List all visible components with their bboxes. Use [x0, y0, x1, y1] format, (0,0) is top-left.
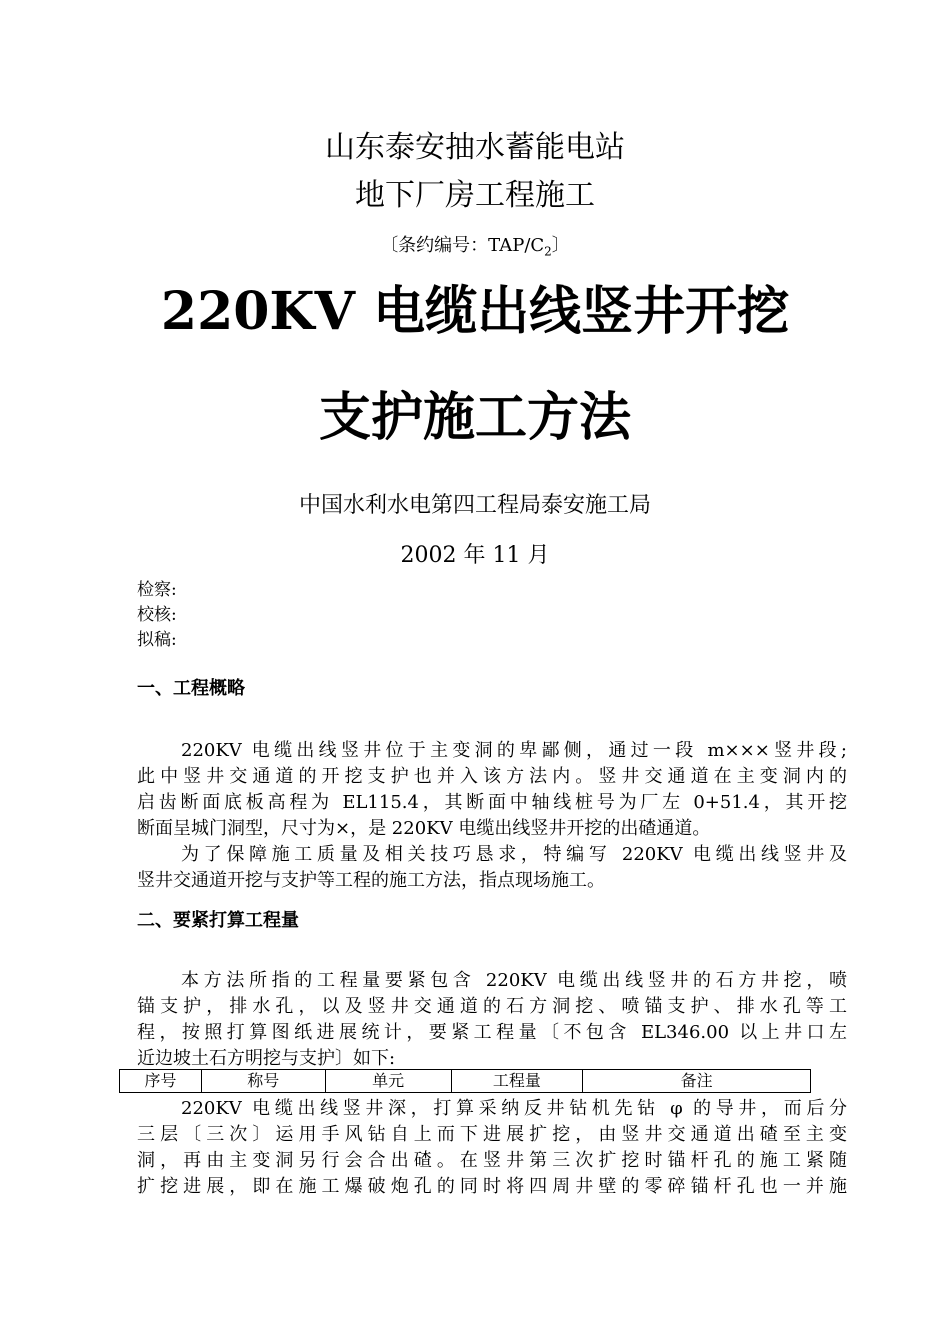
section1-body [137, 738, 847, 894]
paragraph-line: 程，按照打算图纸进展统计，要紧工程量〔不包含 EL346.00 以上井口左 [137, 1022, 847, 1043]
quantity-table [119, 1069, 811, 1093]
paragraph-line: 220KV 电缆出线竖井深，打算采纳反井钻机先钻 φ 的导井，而后分 [181, 1098, 847, 1119]
table-header-row [120, 1070, 811, 1093]
section2-body [137, 968, 847, 1072]
paragraph-line: 断面呈城门洞型，尺寸为×，是 220KV 电缆出线竖井开挖的出碴通道。 [137, 818, 711, 839]
signature-review: 校核: [137, 605, 177, 625]
project-title: 山东泰安抽水蓄能电站 [325, 130, 625, 165]
table-header-cell: 工程量 [451, 1070, 583, 1093]
paragraph-line: 洞，再由主变洞另行会合出碴。在竖井第三次扩挖时锚杆孔的施工紧随 [137, 1150, 847, 1171]
table-header-cell: 称号 [201, 1070, 325, 1093]
contract-suffix: 〕 [551, 235, 570, 256]
main-title-line1: 220KV 电缆出线竖井开挖 [160, 281, 790, 342]
section2-heading: 二、要紧打算工程量 [137, 910, 299, 931]
table-header-cell: 序号 [120, 1070, 202, 1093]
paragraph-line: 此中竖井交通道的开挖支护也并入该方法内。竖井交通道在主变洞内的 [137, 766, 847, 787]
signature-block [137, 578, 177, 653]
section1-heading: 一、工程概略 [137, 678, 245, 699]
paragraph-line: 扩挖进展，即在施工爆破炮孔的同时将四周井壁的零碎锚杆孔也一并施 [137, 1176, 847, 1197]
paragraph-line: 锚支护，排水孔，以及竖井交通道的石方洞挖、喷锚支护、排水孔等工 [137, 996, 847, 1017]
signature-check: 检察: [137, 580, 177, 600]
contract-subscript: 2 [544, 244, 552, 259]
document-date: 2002 年 11 月 [400, 543, 550, 568]
project-subtitle: 地下厂房工程施工 [355, 178, 595, 213]
paragraph-line: 启齿断面底板高程为 EL115.4，其断面中轴线桩号为厂左 0+51.4，其开挖 [137, 792, 847, 813]
paragraph-line: 三层〔三次〕运用手风钻自上而下进展扩挖，由竖井交通道出碴至主变 [137, 1124, 847, 1145]
paragraph-line: 为了保障施工质量及相关技巧恳求，特编写 220KV 电缆出线竖井及 [181, 844, 847, 865]
paragraph-line: 220KV 电缆出线竖井位于主变洞的卑鄙侧，通过一段 m×××竖井段; [181, 740, 847, 761]
paragraph-line: 本方法所指的工程量要紧包含 220KV 电缆出线竖井的石方井挖，喷 [181, 970, 847, 991]
main-title-line2: 支护施工方法 [318, 387, 631, 448]
contract-number [0, 233, 950, 265]
section2-body-continued [137, 1096, 847, 1200]
table-header-cell: 备注 [583, 1070, 811, 1093]
organization: 中国水利水电第四工程局泰安施工局 [298, 493, 651, 518]
table-header-cell: 单元 [325, 1070, 451, 1093]
paragraph-line: 竖井交通道开挖与支护等工程的施工方法，指点现场施工。 [137, 870, 605, 891]
signature-draft: 拟稿: [137, 630, 177, 650]
paragraph-line: 近边坡土石方明挖与支护〕如下: [137, 1048, 396, 1069]
contract-prefix: 〔条约编号：TAP/C [380, 235, 545, 256]
